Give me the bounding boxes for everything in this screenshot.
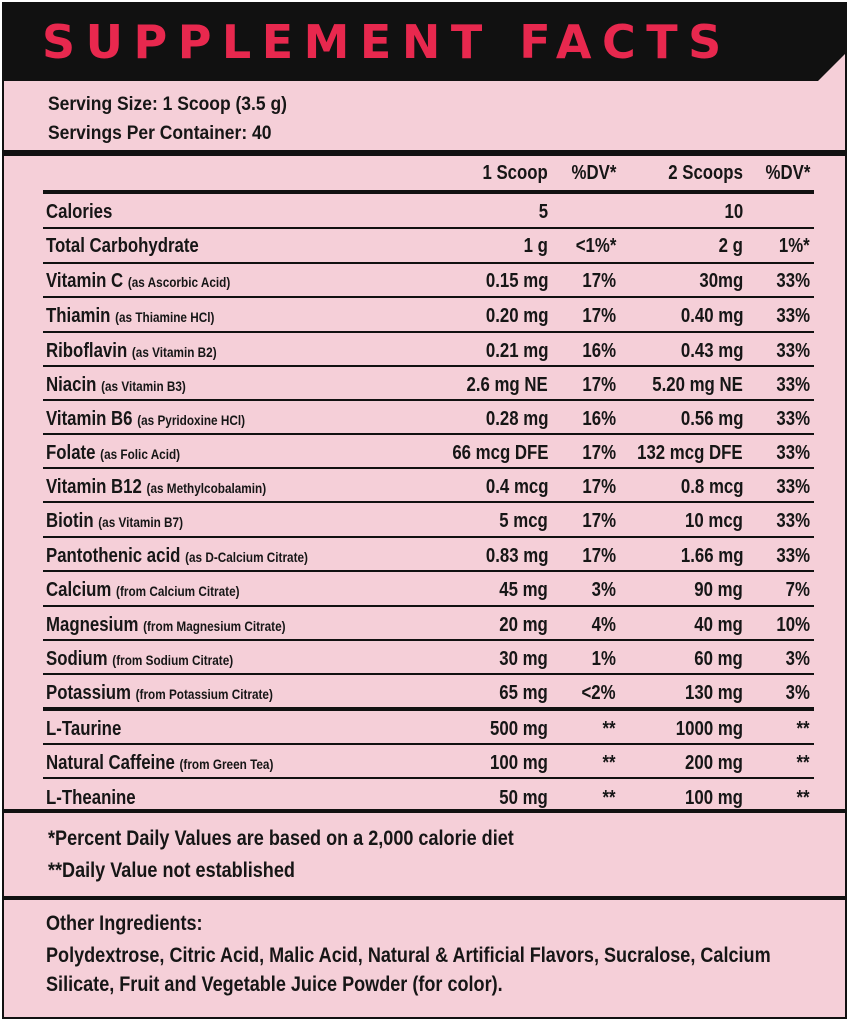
dv-1-scoop: 1% [591,648,616,670]
amount-1-scoop: 0.21 mg [485,340,548,362]
footnote-not-established: **Daily Value not established [48,859,295,882]
dv-2-scoops: ** [796,752,810,774]
amount-1-scoop: 500 mg [490,718,548,740]
nutrient-name [46,676,273,711]
serving-size: Serving Size: 1 Scoop (3.5 g) [48,94,287,115]
dv-1-scoop: 17% [582,476,616,498]
footnote-dv: *Percent Daily Values are based on a 2,000 calorie diet [48,827,514,850]
dv-2-scoops: 3% [785,648,810,670]
nutrient-label: Sodium [46,648,108,670]
nutrient-name [46,299,214,334]
amount-2-scoops: 100 mg [685,787,743,809]
amount-2-scoops: 60 mg [694,648,743,670]
nutrient-label: Folate [46,442,96,464]
dv-1-scoop: 17% [582,270,616,292]
amount-1-scoop: 50 mg [499,787,548,809]
amount-1-scoop: 0.28 mg [485,408,548,430]
nutrient-name [46,642,233,677]
nutrient-source: (from Sodium Citrate) [112,652,234,668]
dv-1-scoop: 17% [582,305,616,327]
amount-2-scoops: 10 mcg [685,510,743,532]
other-ingredients-heading: Other Ingredients: [46,912,203,935]
nutrient-label: Biotin [46,510,94,532]
dv-1-scoop: 17% [582,442,616,464]
nutrient-label: Niacin [46,374,97,396]
dv-1-scoop: 3% [591,579,616,601]
nutrient-source: (from Magnesium Citrate) [143,618,286,634]
nutrient-name [46,436,180,471]
amount-1-scoop: 0.15 mg [485,270,548,292]
other-ingredients-text: Polydextrose, Citric Acid, Malic Acid, Natural & Artificial Flavors, Sucralose, Calcium Silicate, Fruit and Vegetable Juice Powder (for color). [46,944,771,996]
dv-2-scoops: 3% [785,682,810,704]
nutrient-label: Vitamin B6 [46,408,133,430]
divider [4,896,847,900]
nutrient-name [46,539,308,574]
dv-2-scoops: 33% [776,510,810,532]
nutrient-label: L-Theanine [46,787,136,809]
dv-2-scoops: 7% [785,579,810,601]
dv-2-scoops: 33% [776,305,810,327]
amount-2-scoops: 0.8 mcg [680,476,743,498]
nutrient-name [46,334,217,369]
amount-1-scoop: 0.20 mg [485,305,548,327]
nutrient-name [46,573,240,608]
dv-2-scoops: 33% [776,340,810,362]
nutrient-source: (from Calcium Citrate) [116,583,240,599]
amount-2-scoops: 2 g [718,235,743,257]
label-title: SUPPLEMENT FACTS [42,15,732,69]
nutrient-source: (as D-Calcium Citrate) [185,549,308,565]
amount-1-scoop: 66 mcg DFE [451,442,548,464]
amount-2-scoops: 1000 mg [675,718,743,740]
amount-2-scoops: 5.20 mg NE [652,374,743,396]
amount-2-scoops: 0.43 mg [680,340,743,362]
nutrient-name [46,368,186,403]
dv-1-scoop: <2% [581,682,616,704]
nutrient-source: (from Potassium Citrate) [135,686,273,702]
nutrient-source: (as Thiamine HCl) [115,309,215,325]
dv-2-scoops: 10% [776,614,810,636]
nutrient-name [46,229,199,263]
nutrient-source: (as Vitamin B3) [101,378,186,394]
amount-1-scoop: 5 mcg [499,510,548,532]
amount-1-scoop: 65 mg [499,682,548,704]
amount-2-scoops: 0.40 mg [680,305,743,327]
column-header-dv: %DV* [571,162,616,184]
amount-2-scoops: 130 mg [685,682,743,704]
dv-1-scoop: 17% [582,510,616,532]
amount-2-scoops: 90 mg [694,579,743,601]
nutrient-source: (as Pyridoxine HCl) [137,412,246,428]
amount-2-scoops: 1.66 mg [680,545,743,567]
amount-2-scoops: 0.56 mg [680,408,743,430]
nutrient-name [46,712,121,746]
amount-1-scoop: 2.6 mg NE [466,374,548,396]
dv-2-scoops: ** [796,787,810,809]
dv-2-scoops: 33% [776,442,810,464]
dv-1-scoop: ** [602,718,616,740]
nutrient-label: Vitamin B12 [46,476,142,498]
dv-2-scoops: 33% [776,545,810,567]
supplement-facts-label [2,2,847,1019]
amount-2-scoops: 40 mg [694,614,743,636]
nutrient-source: (as Vitamin B2) [131,344,217,360]
dv-1-scoop: 16% [582,408,616,430]
nutrient-name [46,402,245,437]
nutrient-label: Vitamin C [46,270,124,292]
dv-1-scoop: ** [602,787,616,809]
amount-2-scoops: 30mg [699,270,743,292]
dv-2-scoops: ** [796,718,810,740]
dv-1-scoop: 17% [582,374,616,396]
nutrient-label: Magnesium [46,614,139,636]
amount-1-scoop: 45 mg [499,579,548,601]
nutrient-label: Pantothenic acid [46,545,181,567]
serving-info [48,90,287,148]
dv-1-scoop: 4% [591,614,616,636]
amount-1-scoop: 1 g [523,235,548,257]
nutrient-label: Potassium [46,682,131,704]
nutrient-label: Calcium [46,579,112,601]
nutrient-label: L-Taurine [46,718,122,740]
amount-2-scoops: 200 mg [685,752,743,774]
nutrient-name [46,470,266,505]
dv-2-scoops: 33% [776,476,810,498]
nutrient-name [46,746,273,781]
amount-1-scoop: 0.4 mcg [485,476,548,498]
nutrient-name [46,195,112,229]
nutrient-label: Calories [46,201,113,223]
nutrient-source: (from Green Tea) [179,756,274,772]
nutrient-source: (as Ascorbic Acid) [127,274,231,290]
amount-1-scoop: 5 [538,201,548,223]
divider [4,809,847,813]
nutrient-label: Thiamin [46,305,111,327]
nutrient-source: (as Folic Acid) [100,446,181,462]
nutrient-name [46,608,286,643]
nutrient-source: (as Vitamin B7) [98,514,184,530]
amount-2-scoops: 10 [724,201,743,223]
nutrient-label: Natural Caffeine [46,752,175,774]
row-divider [43,190,814,194]
dv-1-scoop: <1%* [575,235,616,257]
dv-1-scoop: 16% [582,340,616,362]
amount-1-scoop: 0.83 mg [485,545,548,567]
column-header-dv: %DV* [765,162,810,184]
nutrient-label: Total Carbohydrate [46,235,199,257]
dv-2-scoops: 33% [776,374,810,396]
dv-2-scoops: 33% [776,270,810,292]
servings-per-container: Servings Per Container: 40 [48,123,272,144]
column-header-2-scoops: 2 Scoops [668,162,743,184]
amount-1-scoop: 30 mg [499,648,548,670]
column-header-1-scoop: 1 Scoop [482,162,548,184]
dv-2-scoops: 33% [776,408,810,430]
nutrient-name [46,264,230,299]
dv-1-scoop: 17% [582,545,616,567]
amount-1-scoop: 100 mg [490,752,548,774]
nutrient-source: (as Methylcobalamin) [146,480,267,496]
dv-1-scoop: ** [602,752,616,774]
nutrient-label: Riboflavin [46,340,128,362]
dv-2-scoops: 1%* [779,235,810,257]
amount-2-scoops: 132 mcg DFE [637,442,743,464]
nutrient-name [46,504,183,539]
amount-1-scoop: 20 mg [499,614,548,636]
